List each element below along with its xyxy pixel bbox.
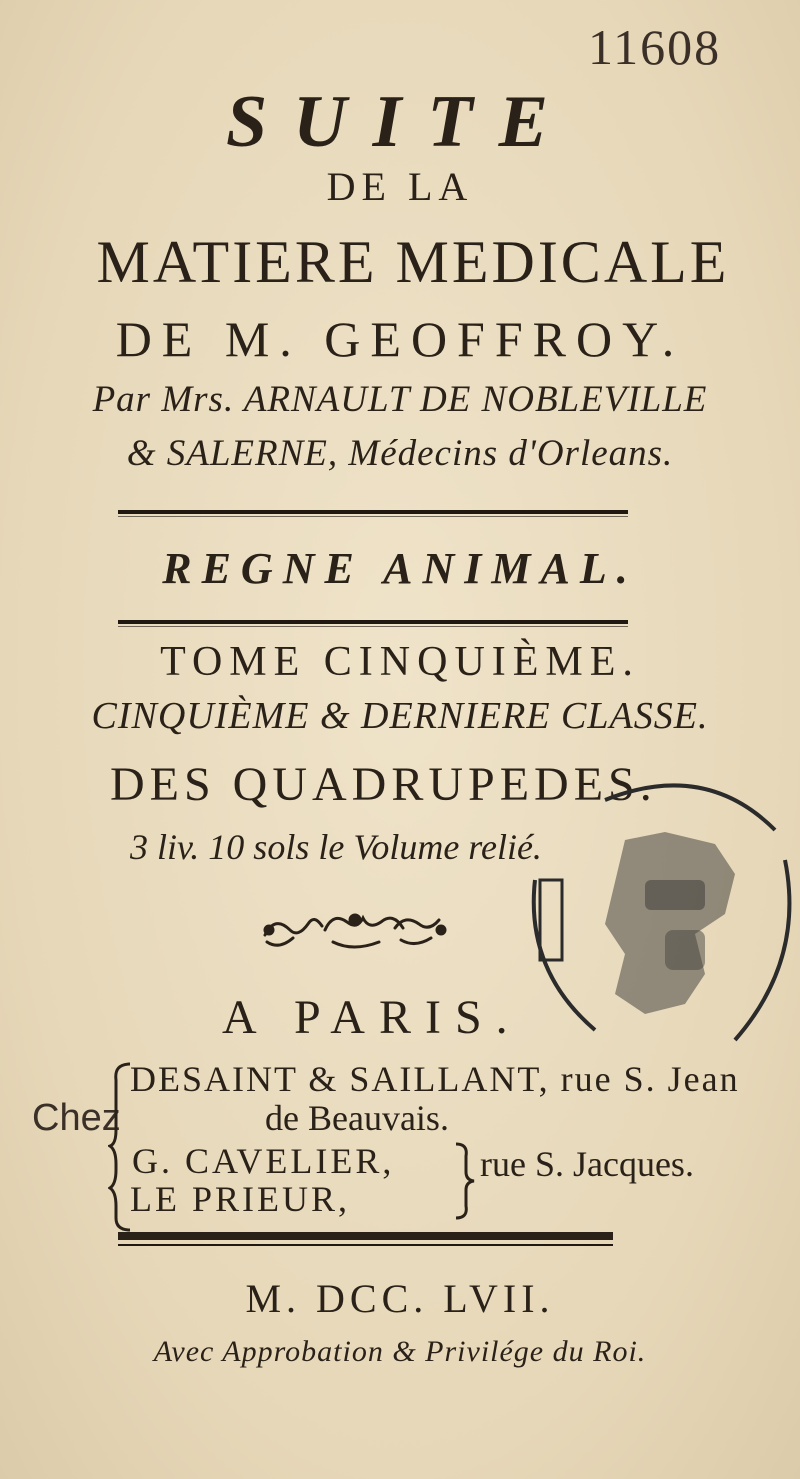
publisher-street-rue-s-jacques: rue S. Jacques.: [480, 1144, 694, 1184]
divider-rule: [118, 516, 628, 517]
section-regne-animal: REGNE ANIMAL.: [162, 544, 638, 593]
chez-label: Chez: [32, 1097, 121, 1139]
authors-line-1: Par Mrs. ARNAULT DE NOBLEVILLE: [92, 379, 708, 420]
title-suite: SUITE: [226, 81, 574, 163]
shelfmark: 11608: [588, 19, 722, 75]
divider-rule: [118, 1244, 613, 1246]
imprint-date: M. DCC. LVII.: [245, 1276, 555, 1321]
tome-heading: TOME CINQUIÈME.: [160, 639, 640, 685]
library-stamp-icon: [505, 770, 795, 1070]
quadrupedes-heading: DES QUADRUPEDES.: [110, 758, 657, 811]
publisher-desaint-saillant: DESAINT & SAILLANT, rue S. Jean: [130, 1059, 740, 1099]
right-brace-icon: [452, 1140, 476, 1222]
classe-heading: CINQUIÈME & DERNIERE CLASSE.: [91, 695, 709, 737]
divider-rule: [118, 1232, 613, 1240]
authors-line-2: & SALERNE, Médecins d'Orleans.: [126, 433, 674, 474]
divider-rule: [118, 626, 628, 627]
publisher-cavelier: G. CAVELIER,: [132, 1141, 395, 1181]
divider-rule: [118, 510, 628, 514]
fleuron-ornament-icon: [255, 900, 455, 960]
title-de-la: DE LA: [326, 164, 474, 209]
title-de-m-geoffroy: DE M. GEOFFROY.: [115, 311, 685, 367]
price-line: 3 liv. 10 sols le Volume relié.: [130, 827, 542, 867]
divider-rule: [118, 620, 628, 624]
publisher-address-beauvais: de Beauvais.: [265, 1098, 449, 1138]
privilege-line: Avec Approbation & Privilége du Roi.: [153, 1335, 647, 1368]
publisher-le-prieur: LE PRIEUR,: [130, 1179, 351, 1219]
place-a-paris: A PARIS.: [222, 991, 522, 1044]
title-matiere-medicale: MATIERE MEDICALE: [96, 229, 730, 295]
